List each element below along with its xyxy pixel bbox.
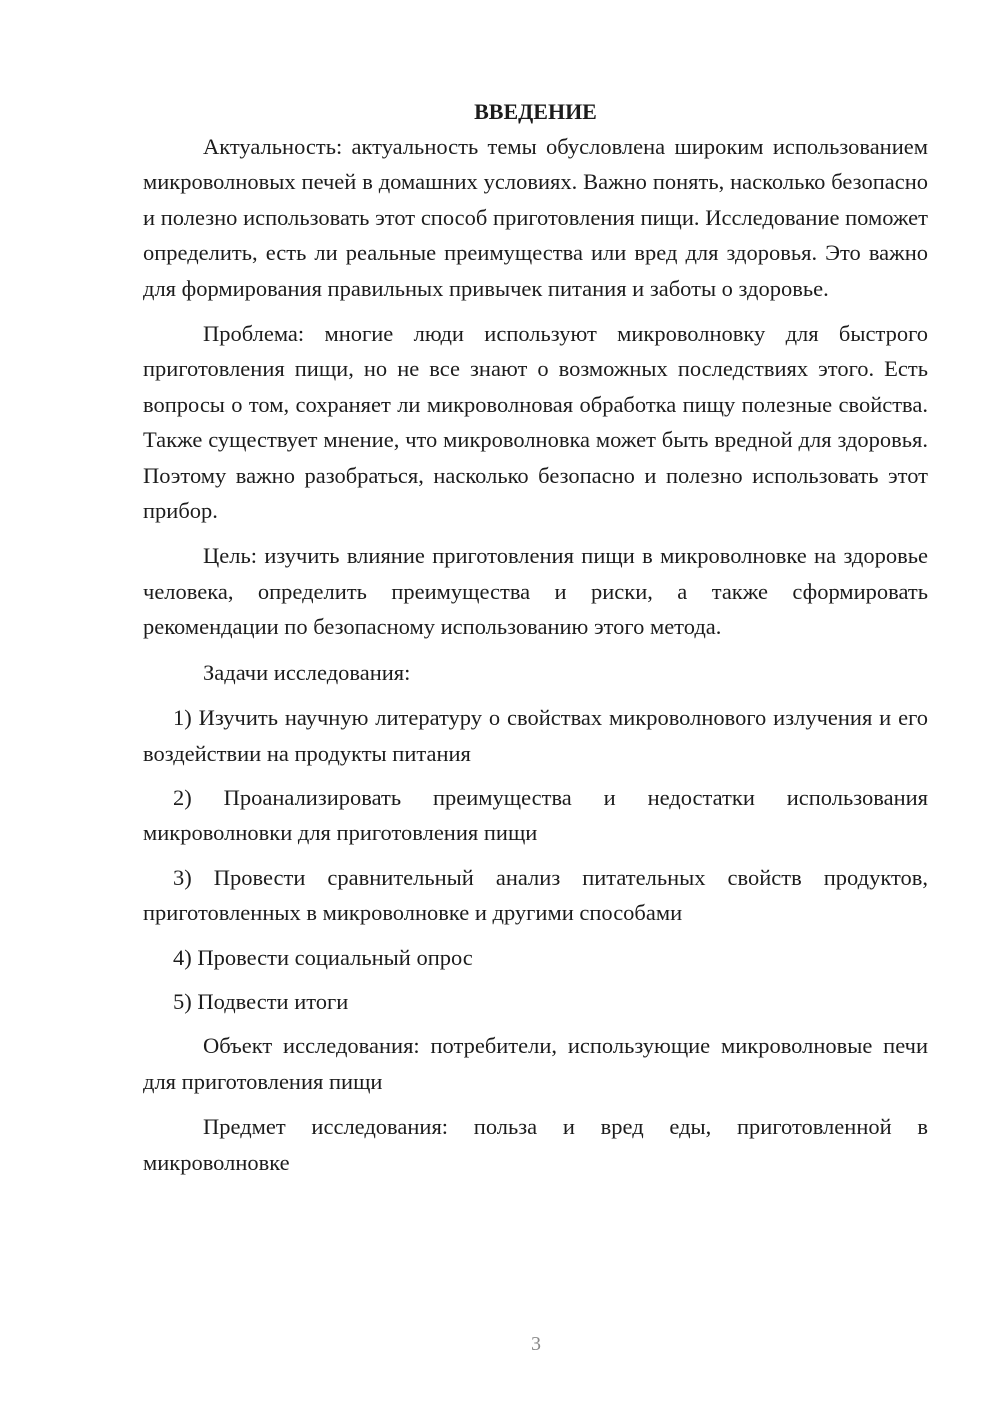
task-item-4: 4) Провести социальный опрос — [173, 944, 473, 970]
task-item-1: 1) Изучить научную литературу о свойствах микроволнового излучения и его воздействии на продукты питания — [143, 705, 928, 766]
problem-paragraph: Проблема: многие люди используют микроволновку для быстрого приготовления пищи, но не все знают о возможных последствиях этого. Есть вопросы о том, сохраняет ли микроволновая обработка пищу полезные свойства. Также существует мнение, что микроволновка может быть вредной для здоровья. Поэтому важно разобраться, насколько безопасно и полезно использовать этот прибор. — [143, 321, 928, 524]
task-item-5: 5) Подвести итоги — [173, 988, 349, 1014]
page-number: 3 — [531, 1333, 541, 1355]
object-paragraph: Объект исследования: потребители, использующие микроволновые печи для приготовления пищи — [143, 1033, 928, 1094]
page-content — [143, 94, 928, 1190]
goal-paragraph: Цель: изучить влияние приготовления пищи в микроволновке на здоровье человека, определить преимущества и риски, а также сформировать рекомендации по безопасному использованию этого метода. — [143, 543, 928, 640]
task-item-2: 2) Проанализировать преимущества и недостатки использования микроволновки для приготовления пищи — [143, 784, 928, 846]
section-heading: ВВЕДЕНИЕ — [474, 99, 597, 124]
tasks-title: Задачи исследования: — [203, 659, 411, 685]
subject-paragraph: Предмет исследования: польза и вред еды, приготовленной в микроволновке — [143, 1114, 928, 1175]
relevance-paragraph: Актуальность: актуальность темы обусловлена широким использованием микроволновых печей в домашних условиях. Важно понять, насколько безопасно и полезно использовать этот способ приготовления пищи. Исследование поможет определить, есть ли реальные преимущества или вред для здоровья. Это важно для формирования правильных привычек питания и заботы о здоровье. — [143, 134, 928, 301]
task-item-3: 3) Провести сравнительный анализ питательных свойств продуктов, приготовленных в микроволновке и другими способами — [143, 864, 928, 926]
